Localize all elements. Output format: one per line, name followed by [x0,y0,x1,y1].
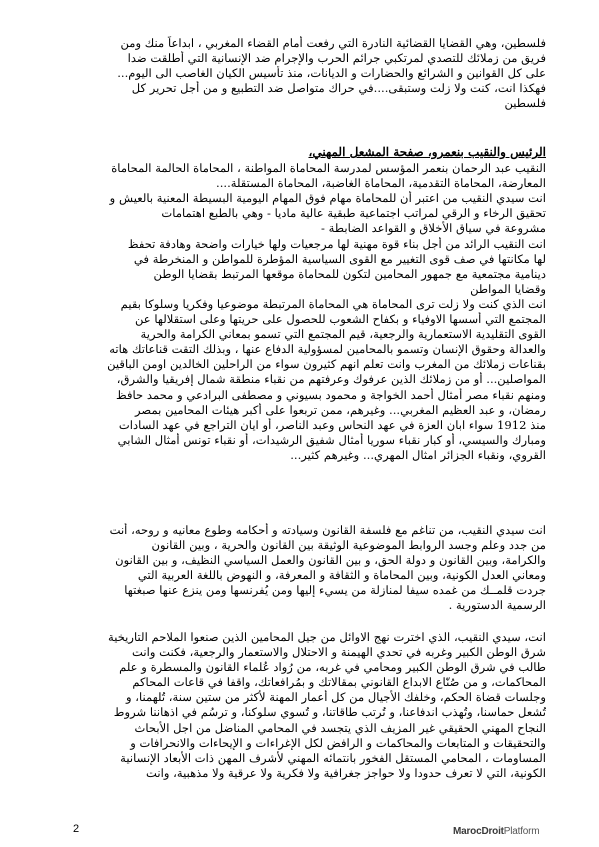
platform-logo [453,826,539,837]
text-line: الرسمية الدستورية . [448,598,546,613]
text-line: المواصلين... أو من زملائك الذين عرفوك وعرفتهم من نقباء منطقة شمال إفريقيا والشرق، [116,372,546,387]
text-line: المحاكمات، و من صُنّاع الابداع القانوني بمقالاتك و بمُرافعاتك، واقفا في قاعات المحاكم [132,675,546,690]
intro-paragraph [58,36,546,111]
text-line: انت الذي كنت ولا زلت ترى المحاماة هي المحاماة المرتبطة موضوعيا وفكريا وسلوكا بقيم [120,296,546,311]
text-line: طالب في شرق الوطن الكبير ومحامي في غربه، من رُواد عُلماء القانون والمسطرة و علم [119,660,546,675]
paragraph-1 [58,161,546,191]
text-line: فريق من زملائك للتصدي لمرتكبي جرائم الحرب والإجرام ضد الإنسانية التي أطلقت ضدا [127,51,546,66]
text-line: وقضايا المواطن [470,281,546,296]
text-line: والعدالة وحقوق الإنسان وتسمو بالمحامين لمسؤولية الدفاع عنها ، وبذلك التقت قناعاتك هاته [109,342,546,357]
paragraph-2 [58,191,546,236]
text-line: انت النقيب الرائد من أجل بناء قوة مهنية لها مرجعيات ولها خيارات واضحة وهادفة تحفظ [127,236,546,251]
text-line: القوى التقليدية الاستعمارية والرجعية، قيم المجتمع التي تسمو بمعاني الكرامة والحرية [140,327,546,342]
section-heading: الرئيس والنقيب بنعمرو، صفحة المشعل المهني، [308,145,546,159]
text-line: المساومات ، المحامي المستقل الفخور بانتمائه المهني لأشرف المهن ذات الأبعاد الإنسانية [120,750,546,765]
text-line: فهكذا انت، كنت ولا زلت وستبقى....في حراك متواصل ضد التطبيع و من أجل تحرير كل [131,81,546,96]
page-number: 2 [73,823,80,835]
text-line: بقناعات زملائك من المغرب وانت تعلم انهم كثيرون سواء من الراحلين الخالدين اومن الباقين [107,357,546,372]
text-line: والتحقيقات و المتابعات والمحاكمات و الرافض لكل الإغراءات و الإيحاءات والانحرافات و [130,735,546,750]
text-line: شرق الوطن الكبير وغربه في تحدي الهيمنة و الاحتلال والاستعمار والرجعية، فكنت وانت [131,645,546,660]
text-line: منذ 1912 سواء ابان العزة في عهد النحاس وعبد الناصر، أو ايان التراجع في عهد السادات [118,417,546,432]
text-line: دينامية مجتمعية مع جمهور المحامين لتكون للمحاماة موقعها المرتبط بقضايا الوطن [153,266,546,281]
section-president [58,145,546,463]
text-line: تحقيق الرخاء و الرقي لمراتب اجتماعية طبقية عالية ماديا - وهي بالطبع اهتمامات [161,206,546,221]
text-line: جردت قلمــك من غمده سيفا لمنازلة من يسيء إليها ومن يُفرنسها ومن ينزع عنها صبغتها [124,583,546,598]
text-line: ومعاني العدل الكونية، وبين المحاماة و الثقافة و المعرفة، و النهوض باللغة العربية التي [137,568,546,583]
logo-light-text: Platform [503,826,540,837]
text-line: من جدد وعلم وجسد الروابط الموضوعية الوثيقة بين القانون والحرية ، وبين القانون [151,538,546,553]
text-line: لها مكانتها في صف قوى التغيير مع القوى السياسية المؤطرة للمواطن و المنخرطة في [133,251,546,266]
text-line: تُشعل حماسنا، وتُهذب اندفاعنا، و تُرتب طاقاتنا، و تُسوي سلوكنا، و ترسُم في اذهاننا شروط [113,705,546,720]
text-line: انت سيدي النقيب، من تناغم مع فلسفة القانون وسيادته و أحكامه وطوع معانيه و روحه، أنت [109,523,546,537]
text-line: ومبارك والسيسي، أو كبار نقباء سوريا أمثال شفيق الرشيدات، أو نقباء تونس أمثال الشابي [117,432,546,447]
text-line: فلسطين، وهي القضايا القضائية النادرة التي رفعت أمام القضاء المغربي ، ابداعاً منك ومن [120,36,546,50]
text-line: فلسطين [504,96,546,111]
paragraph-4 [58,297,546,463]
paragraph-law [58,523,546,614]
text-line: المعارضة، المحاماة التقدمية، المحاماة الغاضبة، المحاماة المستقلة.... [216,176,546,191]
text-line: مشروعة في سياق الأخلاق و القواعد الضابطة - [321,221,546,236]
text-line: القروي، ونقباء الجزائر امثال المهري... وغيرهم كثير... [290,447,546,462]
logo-bold-text: MarocDroit [453,826,504,837]
text-line: رمضان، و عبد العظيم المغربي... وغيرهم، ممن تربعوا على أكبر هيئات المحامين بمصر [135,402,546,417]
text-line: على كل القوانين و الشرائع والحضارات و الديانات، منذ تأسيس الكيان الغاصب الى اليوم... [117,66,546,81]
text-line: الكونية، التي لا تعرف حدودا ولا حواجز جغرافية ولا فكرية ولا عرقية ولا مذهبية، وانت [146,765,546,780]
paragraph-pioneers [58,630,546,781]
text-line: المجتمع التي أسسها الاوفياء و بكفاح الشعوب للحصول على حريتها وعلى استقلالها عن [134,312,546,327]
text-line: ومنهم نقباء مصر أمثال أحمد الخواجة و محمود بسيوني و مصطفى البرادعي و محمد حافظ [115,387,546,402]
text-line: النجاح المهني الحقيقي غير المزيف الذي يتجسد في المحامي المناضل من اجل الأبحاث [134,720,546,735]
text-line: النقيب عبد الرحمان بنعمر المؤسس لمدرسة المحاماة المواطنة ، المحاماة الحالمة المحاماة [111,161,546,176]
text-line: والكرامة، وبين القانون و دولة الحق، و بين القانون والعمل السياسي النظيف، و بين القانون [115,553,546,568]
text-line: وجلسات قضاة الحكم، وخلفك الأجيال من كل أعمار المهنة لأكثر من ستين سنة، تُلهمنا، و [125,690,546,705]
paragraph-3 [58,237,546,297]
text-line: انت، سيدي النقيب، الذي اخترت نهج الاوائل من جيل المحامين الذين صنعوا الملاحم التاريخية [107,630,546,644]
text-line: انت سيدي النقيب من اعتبر أن للمحاماة مهام فوق المهام اليومية البسيطة المعنية بالعيش و [109,191,546,206]
